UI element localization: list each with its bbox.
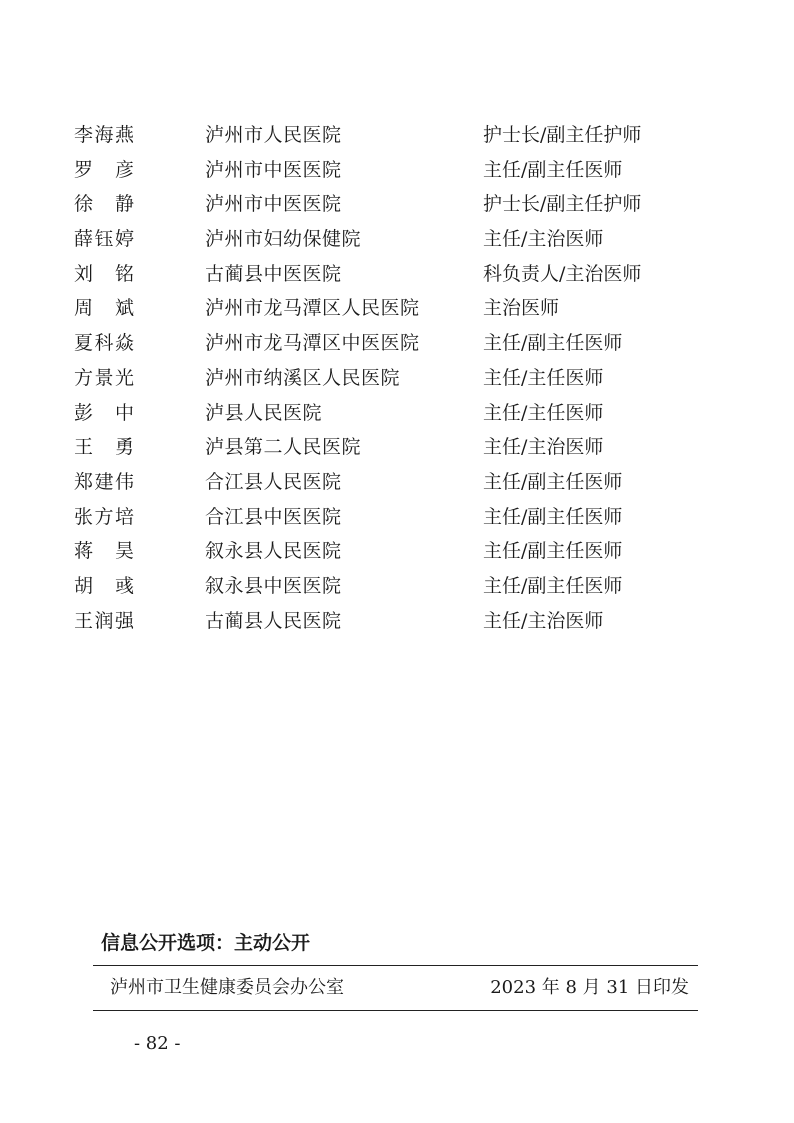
disclosure-option: 信息公开选项：主动公开: [101, 932, 311, 954]
personnel-list: [74, 118, 714, 638]
job-title: 主任/副主任医师: [483, 505, 623, 528]
job-title: 主任/主任医师: [483, 366, 604, 389]
hospital-name: 泸州市中医医院: [205, 158, 342, 181]
issuing-office: 泸州市卫生健康委员会办公室: [110, 977, 344, 998]
hospital-name: 泸县第二人民医院: [205, 436, 362, 459]
hospital-name: 合江县中医医院: [205, 505, 342, 528]
list-item: [74, 118, 714, 153]
list-item: [74, 500, 714, 535]
job-title: 护士长/副主任护师: [483, 193, 642, 216]
hospital-name: 泸县人民医院: [205, 401, 323, 424]
list-item: [74, 396, 714, 431]
issue-date: 2023 年 8 月 31 日印发: [490, 977, 689, 998]
hospital-name: 泸州市龙马潭区中医医院: [205, 332, 420, 355]
job-title: 主任/副主任医师: [483, 470, 623, 493]
person-name: 刘铭: [74, 262, 134, 285]
job-title: 科负责人/主治医师: [483, 262, 642, 285]
hospital-name: 合江县人民医院: [205, 470, 342, 493]
list-item: [74, 534, 714, 569]
job-title: 主任/副主任医师: [483, 158, 623, 181]
person-name: 王勇: [74, 436, 134, 459]
job-title: 主治医师: [483, 297, 560, 320]
person-name: 彭中: [74, 401, 134, 424]
person-name: 罗彦: [74, 158, 134, 181]
person-name: 郑建伟: [74, 470, 134, 493]
list-item: [74, 569, 714, 604]
job-title: 护士长/副主任护师: [483, 124, 642, 146]
person-name: 徐静: [74, 193, 134, 216]
person-name: 王润强: [74, 609, 134, 632]
job-title: 主任/主治医师: [483, 609, 604, 632]
job-title: 主任/副主任医师: [483, 540, 623, 563]
hospital-name: 叙永县中医医院: [205, 574, 342, 597]
list-item: [74, 430, 714, 465]
hospital-name: 泸州市妇幼保健院: [205, 228, 362, 251]
list-item: [74, 222, 714, 257]
list-item: [74, 153, 714, 188]
list-item: [74, 465, 714, 500]
hospital-name: 泸州市纳溪区人民医院: [205, 366, 401, 389]
job-title: 主任/主治医师: [483, 436, 604, 459]
person-name: 李海燕: [74, 124, 134, 146]
hospital-name: 泸州市中医医院: [205, 193, 342, 216]
person-name: 夏科焱: [74, 332, 134, 355]
list-item: [74, 326, 714, 361]
job-title: 主任/主任医师: [483, 401, 604, 424]
footer-top-rule: [93, 965, 698, 966]
hospital-name: 古蔺县人民医院: [205, 609, 342, 632]
job-title: 主任/主治医师: [483, 228, 604, 251]
job-title: 主任/副主任医师: [483, 574, 623, 597]
list-item: [74, 187, 714, 222]
person-name: 薛钰婷: [74, 228, 134, 251]
list-item: [74, 361, 714, 396]
list-item: [74, 291, 714, 326]
job-title: 主任/副主任医师: [483, 332, 623, 355]
hospital-name: 泸州市人民医院: [205, 124, 342, 146]
list-item: [74, 604, 714, 639]
person-name: 胡彧: [74, 574, 134, 597]
person-name: 张方培: [74, 505, 134, 528]
person-name: 蒋昊: [74, 540, 134, 563]
hospital-name: 泸州市龙马潭区人民医院: [205, 297, 420, 320]
footer-bottom-rule: [93, 1010, 698, 1011]
page-number: - 82 -: [134, 1033, 181, 1054]
person-name: 方景光: [74, 366, 134, 389]
hospital-name: 叙永县人民医院: [205, 540, 342, 563]
list-item: [74, 257, 714, 292]
person-name: 周斌: [74, 297, 134, 320]
hospital-name: 古蔺县中医医院: [205, 262, 342, 285]
